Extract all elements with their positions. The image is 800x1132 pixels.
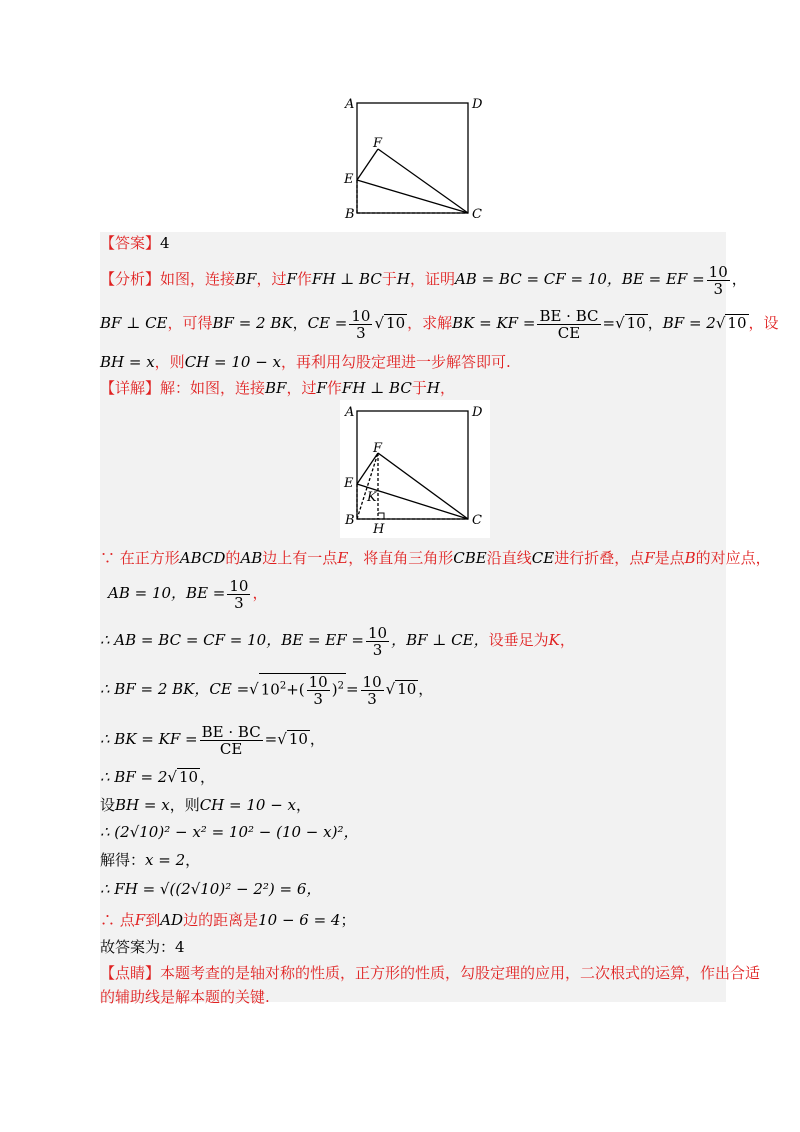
comment-line-2: 的辅助线是解本题的关键. xyxy=(100,988,270,1006)
text: 于 xyxy=(411,379,427,397)
math: H xyxy=(426,379,440,397)
comment-line-1 xyxy=(100,963,760,983)
text: ， xyxy=(296,796,312,814)
text: ，过 xyxy=(286,379,317,397)
sqrt-sign: √ xyxy=(277,730,287,748)
text: 的对应点， xyxy=(695,549,771,567)
math: BH = x xyxy=(100,353,155,371)
math: BF = 2 BK xyxy=(212,314,293,332)
math: ABCD xyxy=(179,549,226,567)
text: 于 xyxy=(381,270,397,288)
number: 10 xyxy=(260,680,280,698)
math: BF = 2 xyxy=(662,314,716,332)
text: ，求解 xyxy=(407,314,453,332)
math: x = 2 xyxy=(145,851,186,869)
radicand: 10 xyxy=(727,314,747,332)
step-11 xyxy=(100,910,356,930)
label-B: B xyxy=(345,513,355,528)
fraction xyxy=(349,308,372,341)
label-B: B xyxy=(345,207,355,222)
step-1 xyxy=(100,548,771,568)
text: 的 xyxy=(225,549,241,567)
radicand: 10 xyxy=(386,314,406,332)
fraction xyxy=(707,264,730,297)
answer-value: 4 xyxy=(160,234,170,252)
answer-tag: 【答案】 xyxy=(100,234,161,252)
math: ∴ BF = 2 BK，CE = xyxy=(100,680,250,698)
text: 作 xyxy=(296,270,312,288)
text: 沿直线 xyxy=(486,549,532,567)
step-5 xyxy=(100,722,325,757)
detail-tag: 【详解】 xyxy=(100,379,161,397)
exponent: 2 xyxy=(337,680,344,691)
math: ∴ AB = BC = CF = 10，BE = EF = xyxy=(100,631,365,649)
radicand: 10 xyxy=(178,768,199,786)
text: ， xyxy=(439,379,455,397)
math: BF xyxy=(235,270,257,288)
sqrt-sign: √ xyxy=(249,680,259,698)
operator: = xyxy=(264,730,278,748)
denominator: 3 xyxy=(713,279,723,298)
text: ，将直角三角形 xyxy=(348,549,454,567)
radicand: 10 xyxy=(397,680,417,698)
final-answer: 故答案为：4 xyxy=(100,938,185,956)
fraction xyxy=(366,625,389,658)
math: B xyxy=(684,549,696,567)
label-D: D xyxy=(472,97,483,112)
math: AB = BC = CF = 10，BE = EF = xyxy=(454,270,705,288)
denominator: 3 xyxy=(234,593,244,612)
text: ，过 xyxy=(256,270,287,288)
text: ， xyxy=(559,631,575,649)
sqrt-sign: √ xyxy=(715,314,726,332)
text: ， xyxy=(309,730,325,748)
fraction xyxy=(361,674,384,707)
analysis-line-2 xyxy=(100,306,779,341)
operator: + xyxy=(286,680,299,698)
step-8: ∴ (2√10)² − x² = 10² − (10 − x)²， xyxy=(100,823,359,841)
step-2 xyxy=(108,576,267,611)
text: ， xyxy=(200,768,216,786)
text: ，则 xyxy=(169,796,200,814)
answer-line xyxy=(100,233,170,253)
text: = xyxy=(602,314,616,332)
label-A: A xyxy=(345,97,355,112)
step-10: ∴ FH = √((2√10)² − 2²) = 6， xyxy=(100,880,322,898)
text: ，再利用勾股定理进一步解答即可. xyxy=(281,353,511,371)
text: 设 xyxy=(100,796,116,814)
math: E xyxy=(337,549,349,567)
label-A: A xyxy=(345,405,355,420)
text: ， xyxy=(292,314,308,332)
text: 如图，连接 xyxy=(160,270,236,288)
exponent: 2 xyxy=(279,680,287,691)
text: ； xyxy=(340,911,356,929)
text: 边上有一点 xyxy=(262,549,338,567)
math: AD xyxy=(160,911,184,929)
numerator: 10 xyxy=(362,672,382,691)
label-C: C xyxy=(472,207,482,222)
step-4 xyxy=(100,670,433,708)
sqrt-sign: √ xyxy=(385,680,396,698)
math: BH = x xyxy=(115,796,170,814)
step-3 xyxy=(100,623,575,658)
text: ， xyxy=(185,851,201,869)
numerator: 10 xyxy=(229,576,249,595)
text: ，设 xyxy=(748,314,779,332)
text: 进行折叠，点 xyxy=(554,549,645,567)
label-H: H xyxy=(373,522,385,537)
text: 解得： xyxy=(100,851,146,869)
text: 设垂足为 xyxy=(488,631,549,649)
math: BF ⊥ CE xyxy=(100,314,168,332)
math: CH = 10 − x xyxy=(184,353,282,371)
text: ，证明 xyxy=(409,270,455,288)
math: F xyxy=(644,549,655,567)
math: AB = 10，BE = xyxy=(108,584,226,602)
math: FH ⊥ BC xyxy=(311,270,382,288)
math: F xyxy=(134,911,146,929)
detail-line-1 xyxy=(100,378,455,398)
text: 本题考查的是轴对称的性质，正方形的性质，勾股定理的应用，二次根式的运算，作出合适 xyxy=(160,964,761,982)
text: ， xyxy=(418,680,434,698)
math: BK = KF = xyxy=(452,314,536,332)
math: AB xyxy=(240,549,263,567)
sqrt-sign: √ xyxy=(615,314,625,332)
fraction xyxy=(307,674,330,707)
numerator: BE · BC xyxy=(201,722,261,741)
numerator: 10 xyxy=(708,262,728,281)
denominator: CE xyxy=(557,323,581,342)
numerator: BE · BC xyxy=(539,306,599,325)
text: ∵ 在正方形 xyxy=(100,549,180,567)
label-C: C xyxy=(472,513,482,528)
math: CBE xyxy=(453,549,487,567)
text: ， xyxy=(731,270,747,288)
label-F: F xyxy=(373,441,383,456)
numerator: 10 xyxy=(351,306,371,325)
math: ，BF ⊥ CE， xyxy=(391,631,489,649)
math: ∴ BF = 2 xyxy=(100,768,168,786)
math: F xyxy=(286,270,297,288)
numerator: 10 xyxy=(368,623,388,642)
denominator: CE xyxy=(219,739,243,758)
text: ，可得 xyxy=(167,314,213,332)
math: CE xyxy=(531,549,555,567)
label-K: K xyxy=(367,490,377,505)
sqrt-sign: √ xyxy=(374,314,385,332)
step-9 xyxy=(100,850,200,870)
text: 解：如图，连接 xyxy=(160,379,266,397)
figure-1 xyxy=(340,92,490,224)
math: ∴ BK = KF = xyxy=(100,730,198,748)
text: ，则 xyxy=(154,353,185,371)
radicand: 10 xyxy=(626,314,646,332)
math: CE = xyxy=(307,314,348,332)
text: ， xyxy=(252,584,268,602)
math: F xyxy=(316,379,327,397)
text: 到 xyxy=(145,911,161,929)
denominator: 3 xyxy=(356,323,366,342)
math: H xyxy=(396,270,410,288)
denominator: 3 xyxy=(313,689,323,708)
comment-tag: 【点睛】 xyxy=(100,964,161,982)
text: ， xyxy=(647,314,663,332)
step-6 xyxy=(100,767,215,787)
text: 作 xyxy=(326,379,342,397)
analysis-line-3 xyxy=(100,352,511,372)
math: FH ⊥ BC xyxy=(341,379,412,397)
denominator: 3 xyxy=(367,689,377,708)
label-D: D xyxy=(472,405,483,420)
math: CH = 10 − x xyxy=(199,796,297,814)
math: 10 − 6 = 4 xyxy=(258,911,341,929)
text: 是点 xyxy=(654,549,685,567)
math: K xyxy=(548,631,560,649)
figure-2 xyxy=(340,400,490,538)
label-E: E xyxy=(344,172,354,187)
math: BF xyxy=(265,379,287,397)
radicand: $10^2+$( $\frac{10}{3}$ )$^2$ xyxy=(260,672,344,708)
sqrt-sign: √ xyxy=(167,768,177,786)
fraction xyxy=(200,724,263,757)
text: ∴ 点 xyxy=(100,911,135,929)
label-F: F xyxy=(373,136,383,151)
radicand: 10 xyxy=(288,730,308,748)
fraction xyxy=(227,578,250,611)
text: 边的距离是 xyxy=(183,911,259,929)
numerator: 10 xyxy=(308,672,328,691)
fraction xyxy=(537,308,600,341)
operator: = xyxy=(345,680,359,698)
analysis-line-1 xyxy=(100,262,747,297)
analysis-tag: 【分析】 xyxy=(100,270,161,288)
label-E: E xyxy=(344,476,354,491)
denominator: 3 xyxy=(372,640,383,659)
step-7 xyxy=(100,795,311,815)
